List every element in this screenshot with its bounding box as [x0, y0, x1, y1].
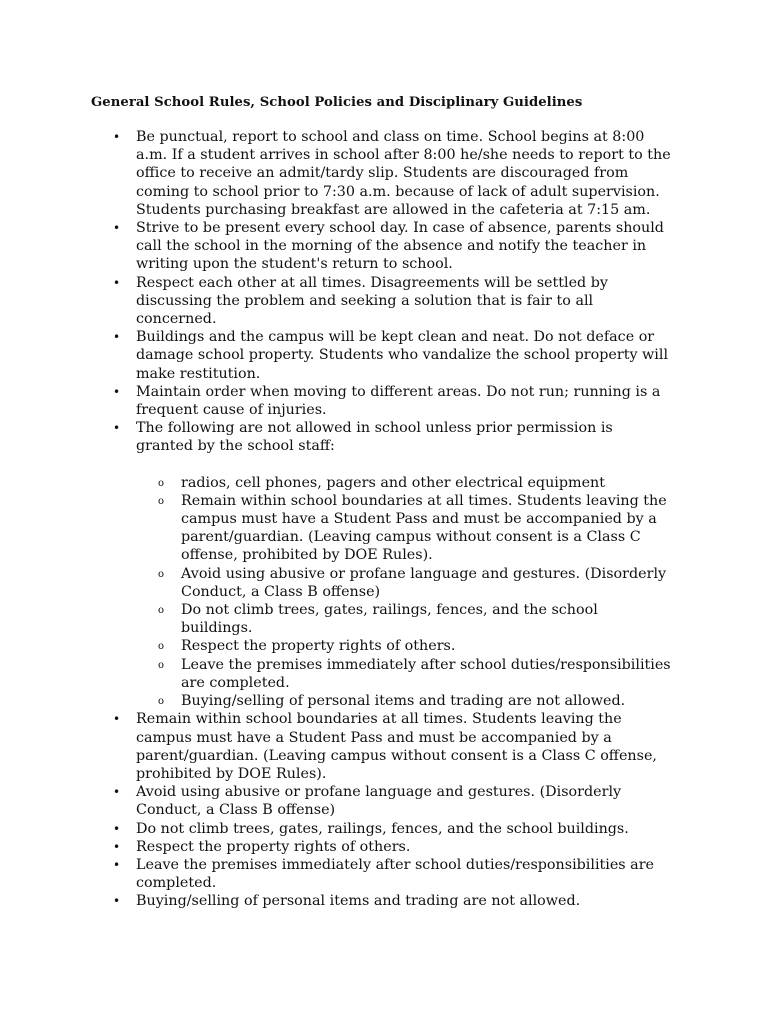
bullet-icon: • — [113, 839, 121, 854]
rule-text: Leave the premises immediately after school duties/responsibilities are completed. — [136, 856, 655, 892]
rule-item — [113, 128, 673, 219]
rule-text: Do not climb trees, gates, railings, fences, and the school buildings. — [136, 820, 629, 837]
circle-bullet-icon: o — [158, 477, 165, 489]
rule-item — [113, 892, 673, 910]
circle-bullet-icon: o — [158, 659, 165, 671]
rule-text: Be punctual, report to school and class on time. School begins at 8:00 a.m. If a student arrives in school after 8:00 he/she needs to report to the office to receive an admit/tardy slip. Students are discouraged from coming to school prior to 7:30 a.m. because of lack of adult supervision. Students purchasing breakfast are allowed in the cafeteria at 7:15 am. — [136, 129, 671, 218]
rule-item — [113, 383, 673, 419]
rules-list — [113, 128, 673, 911]
subrule-item — [158, 565, 673, 601]
rule-text: Maintain order when moving to different areas. Do not run; running is a frequent cause of injuries. — [136, 383, 661, 419]
rule-item — [113, 820, 673, 838]
rule-text: Respect each other at all times. Disagreements will be settled by discussing the problem and seeking a solution that is fair to all concerned. — [136, 274, 608, 328]
rule-text: Buildings and the campus will be kept clean and neat. Do not deface or damage school property. Students who vandalize the school property will make restitution. — [136, 329, 669, 382]
rule-item — [113, 856, 673, 892]
circle-bullet-icon: o — [158, 568, 165, 580]
rule-item — [113, 419, 673, 710]
rule-text: Respect the property rights of others. — [136, 838, 411, 855]
bullet-icon: • — [113, 894, 121, 909]
subrule-item — [158, 656, 673, 692]
rule-text: Buying/selling of personal items and trading are not allowed. — [136, 893, 581, 910]
subrule-text: Avoid using abusive or profane language and gestures. (Disorderly Conduct, a Class B offense) — [181, 565, 667, 600]
circle-bullet-icon: o — [158, 605, 165, 617]
bullet-icon: • — [113, 712, 121, 727]
rule-item — [113, 274, 673, 329]
circle-bullet-icon: o — [158, 696, 165, 708]
subrule-text: Remain within school boundaries at all times. Students leaving the campus must have a Student Pass and must be accompanied by a parent/guardian. (Leaving campus without consent is a Class C offense, prohibited by DOE Rules). — [181, 492, 667, 564]
subrule-text: Respect the property rights of others. — [181, 638, 456, 655]
rule-text: Strive to be present every school day. In case of absence, parents should call the school in the morning of the absence and notify the teacher in writing upon the student's return to school. — [136, 220, 664, 273]
rule-item — [113, 219, 673, 274]
rule-item — [113, 328, 673, 383]
subrule-item — [158, 637, 673, 655]
subrule-text: Buying/selling of personal items and trading are not allowed. — [181, 693, 626, 710]
circle-bullet-icon: o — [158, 641, 165, 653]
subrule-text: Do not climb trees, gates, railings, fences, and the school buildings. — [181, 602, 598, 637]
document-title: General School Rules, School Policies and Disciplinary Guidelines — [91, 95, 583, 110]
bullet-icon: • — [113, 221, 121, 236]
bullet-icon: • — [113, 421, 121, 436]
subrule-item — [158, 492, 673, 565]
circle-bullet-icon: o — [158, 495, 165, 507]
subrules-list — [136, 474, 673, 711]
bullet-icon: • — [113, 275, 121, 290]
bullet-icon: • — [113, 785, 121, 800]
bullet-icon: • — [113, 384, 121, 399]
rule-text: Avoid using abusive or profane language and gestures. (Disorderly Conduct, a Class B offense) — [136, 784, 622, 819]
bullet-icon: • — [113, 130, 121, 144]
subrule-item — [158, 601, 673, 637]
subrule-item — [158, 692, 673, 710]
rule-item — [113, 710, 673, 783]
rule-text: The following are not allowed in school unless prior permission is granted by the school staff: — [136, 420, 613, 455]
bullet-icon: • — [113, 857, 121, 872]
bullet-icon: • — [113, 330, 121, 345]
subrule-text: radios, cell phones, pagers and other electrical equipment — [181, 474, 605, 491]
subrule-text: Leave the premises immediately after school duties/responsibilities are completed. — [181, 656, 671, 691]
rule-item — [113, 783, 673, 819]
bullet-icon: • — [113, 821, 121, 836]
rule-text: Remain within school boundaries at all times. Students leaving the campus must have a Student Pass and must be accompanied by a parent/guardian. (Leaving campus without consent is a Class C offense, prohibited by DOE Rules). — [136, 711, 657, 782]
subrule-item — [158, 474, 673, 492]
rule-item — [113, 838, 673, 856]
